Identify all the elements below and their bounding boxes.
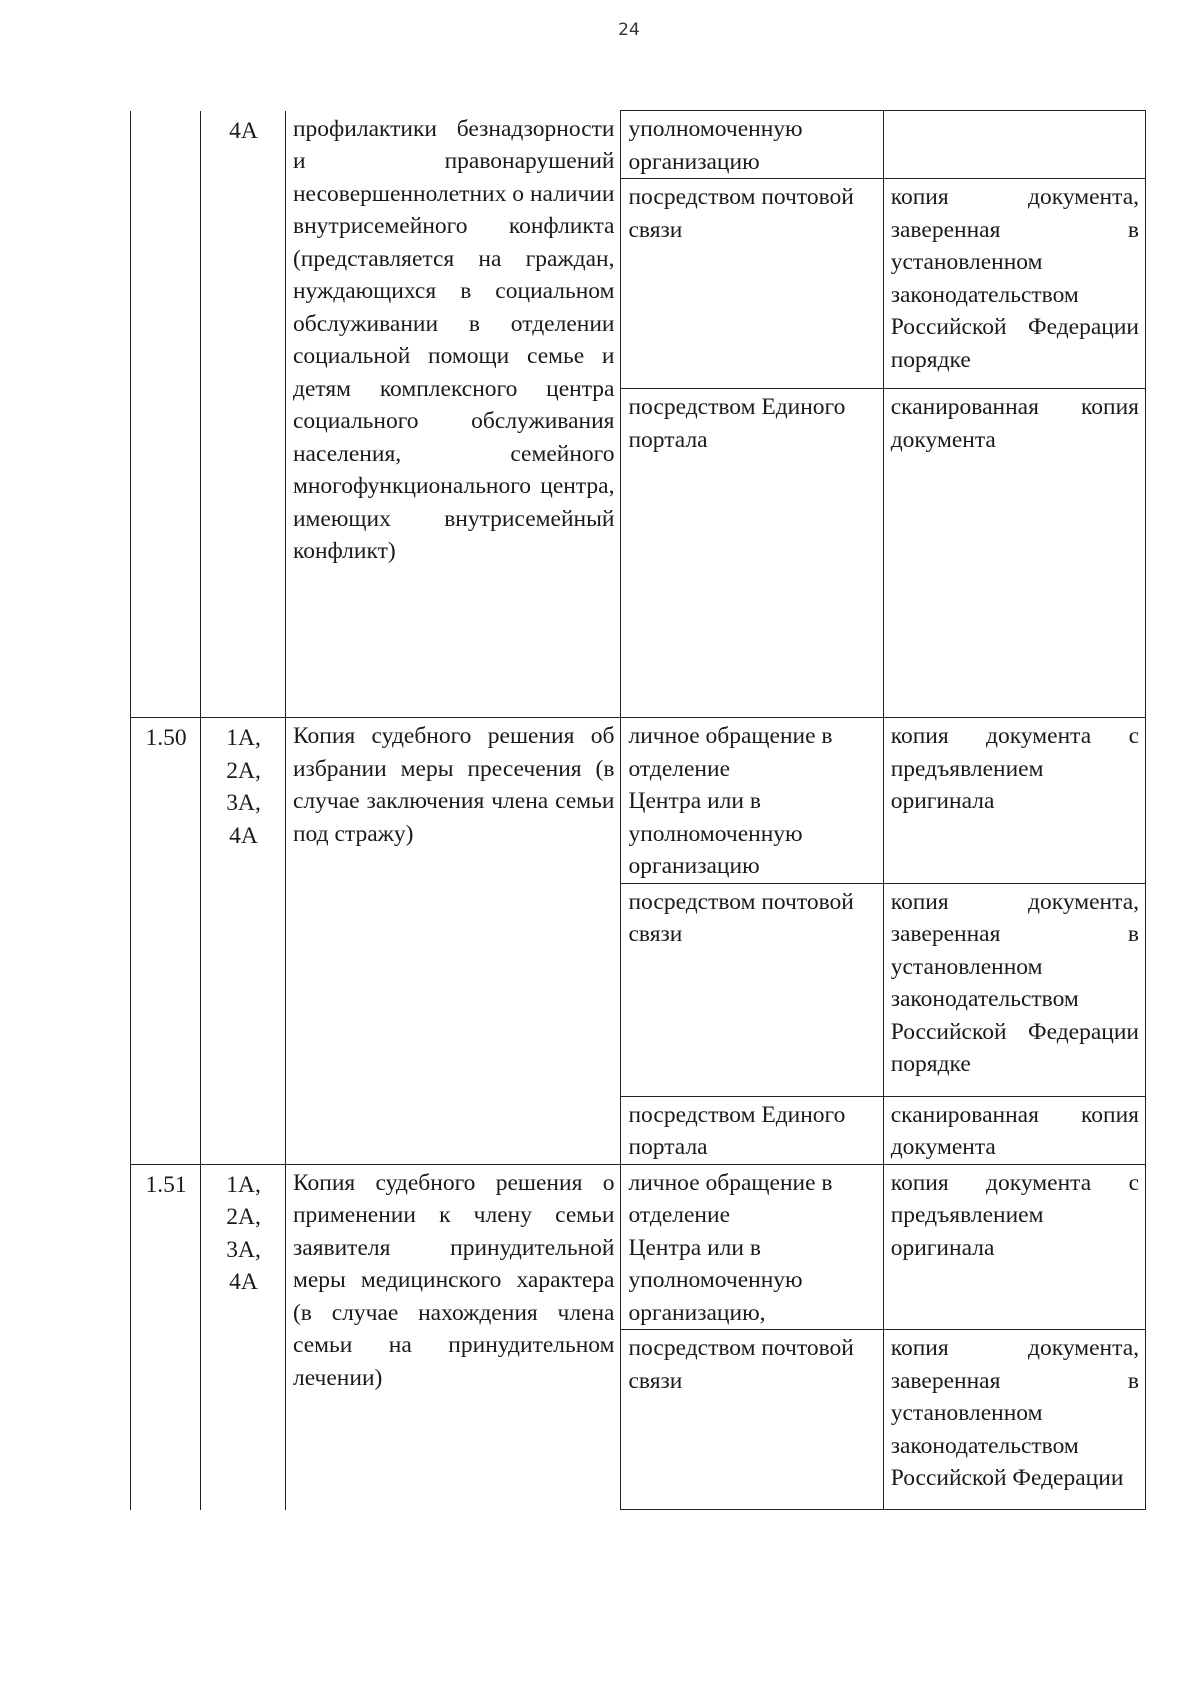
applicant-groups: 1А, 2А, 3А, 4А xyxy=(201,718,286,1165)
submission-method: посредством почтовой связи xyxy=(621,1330,883,1510)
submission-method: уполномоченную организацию xyxy=(621,111,883,179)
document-form: копия документа, заверенная в установленном законодательством Российской Федерации xyxy=(883,1330,1145,1510)
submission-method: посредством Единого портала xyxy=(621,389,883,718)
submission-method: личное обращение в отделение Центра или в уполномоченную организацию xyxy=(621,718,883,884)
document-form xyxy=(883,111,1145,179)
page-number: 24 xyxy=(618,20,640,40)
document-form: сканированная копия документа xyxy=(883,389,1145,718)
table-row xyxy=(131,111,1146,179)
item-number: 1.50 xyxy=(131,718,201,1165)
document-description: профилактики безнадзорности и правонарушений несовершеннолетних о наличии внутрисемейного конфликта (представляется на граждан, нуждающихся в социальном обслуживании в отделении социальной помощи семье и детям комплексного центра социального обслуживания населения, семейного многофункционального центра, имеющих внутрисемейный конфликт) xyxy=(285,111,621,718)
document-description: Копия судебного решения о применении к члену семьи заявителя принудительной меры медицинского характера (в случае нахождения члена семьи на принудительном лечении) xyxy=(285,1164,621,1510)
document-form: копия документа, заверенная в установленном законодательством Российской Федерации порядке xyxy=(883,179,1145,389)
item-number: 1.51 xyxy=(131,1164,201,1510)
item-number xyxy=(131,111,201,718)
document-description: Копия судебного решения об избрании меры пресечения (в случае заключения члена семьи под стражу) xyxy=(285,718,621,1165)
submission-method: личное обращение в отделение Центра или в уполномоченную организацию, xyxy=(621,1164,883,1330)
submission-method: посредством Единого портала xyxy=(621,1096,883,1164)
document-form: копия документа, заверенная в установленном законодательством Российской Федерации порядке xyxy=(883,883,1145,1096)
submission-method: посредством почтовой связи xyxy=(621,179,883,389)
document-form: сканированная копия документа xyxy=(883,1096,1145,1164)
table-row xyxy=(131,718,1146,884)
document-form: копия документа с предъявлением оригинала xyxy=(883,718,1145,884)
applicant-groups: 1А, 2А, 3А, 4А xyxy=(201,1164,286,1510)
document-form: копия документа с предъявлением оригинала xyxy=(883,1164,1145,1330)
table-row xyxy=(131,1164,1146,1330)
documents-table xyxy=(130,110,1146,1510)
applicant-groups: 4А xyxy=(201,111,286,718)
submission-method: посредством почтовой связи xyxy=(621,883,883,1096)
